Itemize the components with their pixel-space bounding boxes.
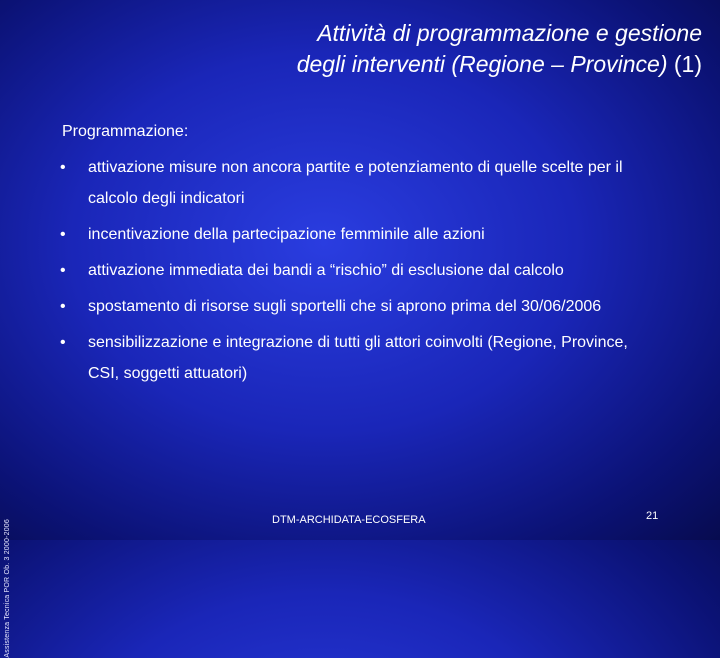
bullet-dot: • xyxy=(60,226,66,243)
slide-title xyxy=(142,18,702,80)
title-line-2-number: (1) xyxy=(673,51,702,77)
section-heading: Programmazione: xyxy=(62,123,189,140)
bullet-dot: • xyxy=(60,334,66,351)
bullet-dot: • xyxy=(60,159,66,176)
side-caption: Assistenza Tecnica POR Ob. 3 2000-2006 xyxy=(4,519,11,658)
bullet-text: incentivazione della partecipazione femminile alle azioni xyxy=(88,226,485,243)
bullet-text: sensibilizzazione e integrazione di tutti gli attori coinvolti (Regione, Province, CSI, soggetti attuatori) xyxy=(88,334,628,382)
title-line-1: Attività di programmazione e gestione xyxy=(317,20,702,46)
bullet-list xyxy=(58,152,658,394)
bullet-item xyxy=(58,291,658,322)
title-line-2-main: degli interventi xyxy=(296,51,446,77)
bullet-item xyxy=(58,327,658,389)
footer-text: DTM-ARCHIDATA-ECOSFERA xyxy=(272,514,426,526)
bullet-dot: • xyxy=(60,298,66,315)
bullet-item xyxy=(58,152,658,214)
bullet-text: attivazione misure non ancora partite e potenziamento di quelle scelte per il calcolo degli indicatori xyxy=(88,159,623,207)
bullet-item xyxy=(58,255,658,286)
bullet-dot: • xyxy=(60,262,66,279)
bullet-item xyxy=(58,219,658,250)
bullet-text: attivazione immediata dei bandi a “rischio” di esclusione dal calcolo xyxy=(88,262,564,279)
bullet-text: spostamento di risorse sugli sportelli che si aprono prima del 30/06/2006 xyxy=(88,298,602,315)
page-number: 21 xyxy=(646,510,659,522)
title-line-2-paren: (Regione – Province) xyxy=(451,51,668,77)
